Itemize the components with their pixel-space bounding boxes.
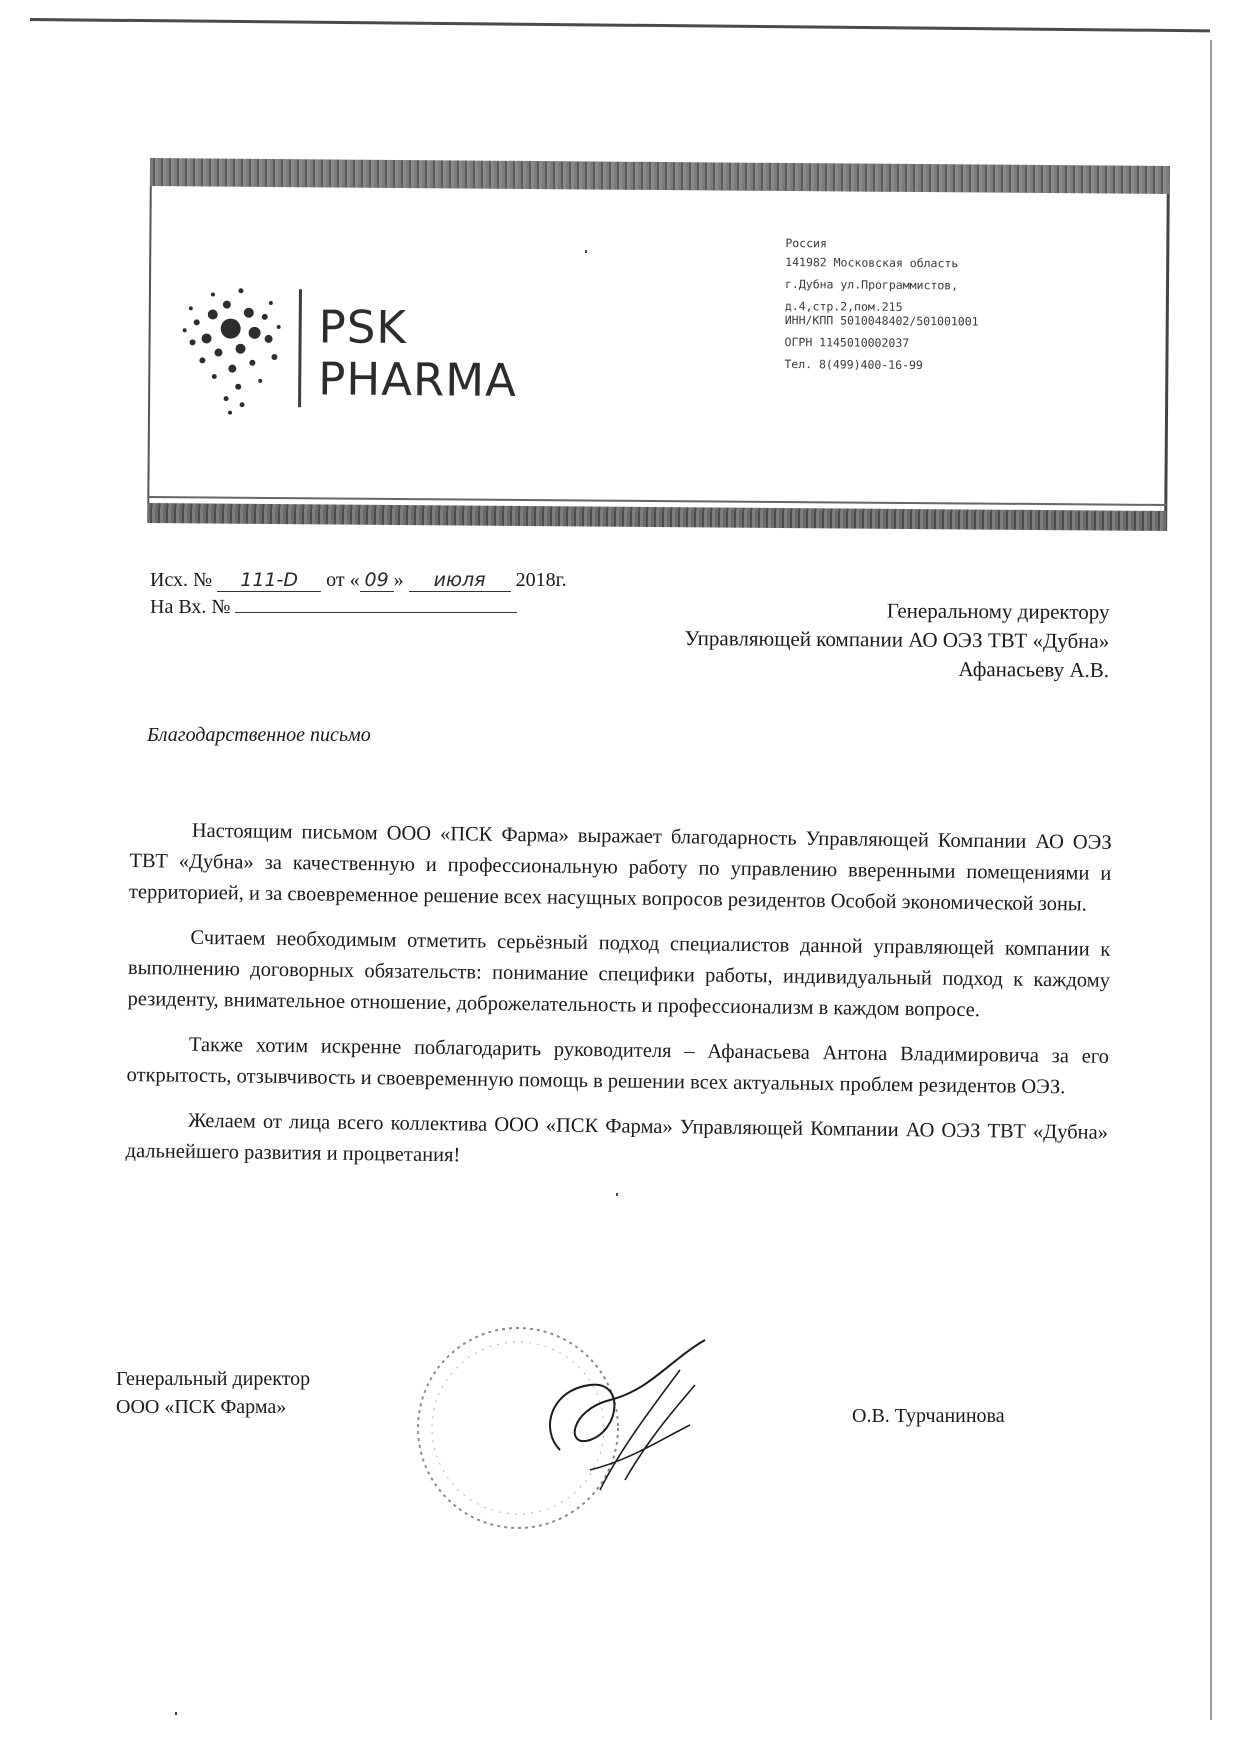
- signer-company: ООО «ПСК Фарма»: [116, 1396, 287, 1418]
- scan-edge-right: [1210, 40, 1212, 1720]
- logo-divider: [298, 289, 302, 407]
- outgoing-number: 111-D: [217, 571, 321, 592]
- signer-position: Генеральный директор: [116, 1368, 311, 1390]
- addressee-position: Генеральному директору: [887, 598, 1110, 624]
- handwritten-signature-icon: [530, 1330, 720, 1500]
- scan-speck: [585, 250, 587, 253]
- body-paragraph: Желаем от лица всего коллектива ООО «ПСК Фарма» Управляющей Компании АО ОЭЗ ТВТ «Дубна» дальнейшего развития и процветания!: [125, 1109, 1109, 1167]
- letterhead-border-left: [147, 186, 151, 504]
- outgoing-reference: [150, 568, 567, 592]
- scan-speck: [175, 1712, 177, 1715]
- incoming-reference: [150, 592, 567, 616]
- company-logo-text: [318, 301, 517, 407]
- letterhead-border-right: [1164, 194, 1169, 512]
- logo-line-2: PHARMA: [318, 352, 518, 407]
- letterhead-bottom-bar: [147, 503, 1167, 531]
- from-label: от «: [326, 569, 360, 591]
- reference-block: [150, 568, 567, 616]
- scan-edge-top: [30, 18, 1210, 32]
- address-street: г.Дубна ул.Программистов,: [784, 276, 959, 293]
- body-paragraph: Считаем необходимым отметить серьёзный подход специалистов данной управляющей компании к выполнению договорных обязательств: понимание специфики работы, индивидуальный подход к каждому резиденту, внимательное отношение, доброжелательность и профессионализм в каждом вопросе.: [127, 926, 1111, 1022]
- signer-name: О.В. Турчанинова: [852, 1405, 1005, 1427]
- incoming-number: [235, 592, 517, 613]
- date-year: 2018г.: [515, 569, 567, 591]
- address-postal: 141982 Московская область: [785, 254, 959, 271]
- date-month: июля: [409, 571, 511, 592]
- letterhead-top-bar: [150, 158, 1170, 194]
- body-paragraph: Также хотим искренне поблагодарить руководителя – Афанасьева Антона Владимировича за его открытость, отзывчивость и своевременную помощь в решении всех актуальных проблем резидентов ОЭЗ.: [126, 1033, 1110, 1099]
- address-inn-kpp: ИНН/КПП 5010048402/501001001: [784, 312, 979, 329]
- address-phone: Тел. 8(499)400-16-99: [784, 356, 923, 373]
- letter-subject: Благодарственное письмо: [147, 724, 371, 746]
- company-logo-icon: [168, 276, 299, 417]
- addressee-block: [685, 595, 1110, 685]
- date-day-close: »: [393, 569, 404, 591]
- body-paragraph: Настоящим письмом ООО «ПСК Фарма» выражает благодарность Управляющей Компании АО ОЭЗ ТВТ «Дубна» за качественную и профессиональную работу по управлению вверенными помещениями и территорией, и за своевременное решение всех насущных вопросов резидентов Особой экономической зоны.: [128, 819, 1112, 916]
- letterhead: [147, 158, 1170, 538]
- date-day: 09: [360, 571, 394, 592]
- outgoing-label: Исх. №: [150, 569, 213, 591]
- incoming-label: На Вх. №: [150, 596, 231, 618]
- scan-speck: [616, 1193, 618, 1196]
- company-address: [784, 233, 979, 378]
- address-street-block: [785, 274, 979, 312]
- address-building: д.4,стр.2,пом.215: [784, 298, 903, 314]
- address-country: Россия: [785, 235, 827, 251]
- addressee-organization: Управляющей компании АО ОЭЗ ТВТ «Дубна»: [685, 626, 1110, 653]
- address-ogrn: ОГРН 1145010002037: [784, 334, 910, 350]
- addressee-name: Афанасьеву А.В.: [958, 656, 1110, 682]
- letter-body: [125, 815, 1112, 1194]
- signer-title: [116, 1365, 310, 1421]
- logo-line-1: PSK: [318, 300, 408, 355]
